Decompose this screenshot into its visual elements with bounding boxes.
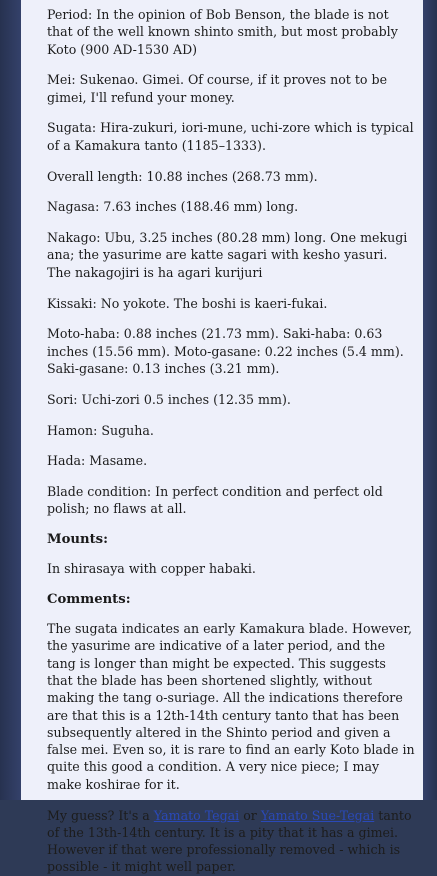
guess-prefix: My guess? It's a [47, 807, 154, 823]
nagasa-paragraph: Nagasa: 7.63 inches (188.46 mm) long. [47, 199, 299, 215]
period-paragraph: Period: In the opinion of Bob Benson, the blade is not that of the well known shinto smith, but most probably Koto (900 AD-1530 AD) [47, 7, 398, 57]
sori-paragraph: Sori: Uchi-zori 0.5 inches (12.35 mm). [47, 391, 291, 407]
guess-paragraph [47, 807, 415, 876]
guess-suffix: tanto of the 13th-14th century. It is a pity that it has a gimei. However if that were professionally removed - which is possible - it might well paper. [47, 807, 412, 875]
guess-middle: or [239, 807, 261, 823]
yamato-tegai-link[interactable]: Yamato Tegai [153, 807, 240, 823]
hamon-paragraph: Hamon: Suguha. [47, 422, 154, 438]
yamato-sue-tegai-link[interactable]: Yamato Sue-Tegai [260, 807, 375, 823]
comments-heading: Comments: [47, 592, 131, 608]
article-content [21, 0, 423, 875]
nakago-paragraph: Nakago: Ubu, 3.25 inches (80.28 mm) long. One mekugi ana; the yasurime are katte sagari with kesho yasuri. The nakagojiri is ha agari kurijuri [47, 230, 408, 280]
overall-length-paragraph: Overall length: 10.88 inches (268.73 mm). [47, 168, 318, 184]
sugata-paragraph: Sugata: Hira-zukuri, iori-mune, uchi-zore which is typical of a Kamakura tanto (1185–1333). [47, 120, 414, 153]
right-frame-strip [423, 0, 437, 800]
left-frame-strip [0, 0, 21, 800]
hada-paragraph: Hada: Masame. [47, 453, 148, 469]
measurements-paragraph: Moto-haba: 0.88 inches (21.73 mm). Saki-haba: 0.63 inches (15.56 mm). Moto-gasane: 0.22 inches (5.4 mm). Saki-gasane: 0.13 inches (3.21 mm). [47, 326, 404, 376]
comments-paragraph: The sugata indicates an early Kamakura blade. However, the yasurime are indicative of a later period, and the tang is longer than might be expected. This suggests that the blade has been shortened slightly, without making the tang o-suriage. All the indications therefore are that this is a 12th-14th century tanto that has been subsequently altered in the Shinto period and given a false mei. Even so, it is rare to find an early Koto blade in quite this good a condition. A very nice piece; I may make koshirae for it. [47, 621, 415, 792]
mei-paragraph: Mei: Sukenao. Gimei. Of course, if it proves not to be gimei, I'll refund your money. [47, 72, 388, 105]
blade-condition-paragraph: Blade condition: In perfect condition and perfect old polish; no flaws at all. [47, 484, 383, 517]
mounts-paragraph: In shirasaya with copper habaki. [47, 561, 256, 577]
mounts-heading: Mounts: [47, 532, 108, 548]
kissaki-paragraph: Kissaki: No yokote. The boshi is kaeri-fukai. [47, 295, 328, 311]
